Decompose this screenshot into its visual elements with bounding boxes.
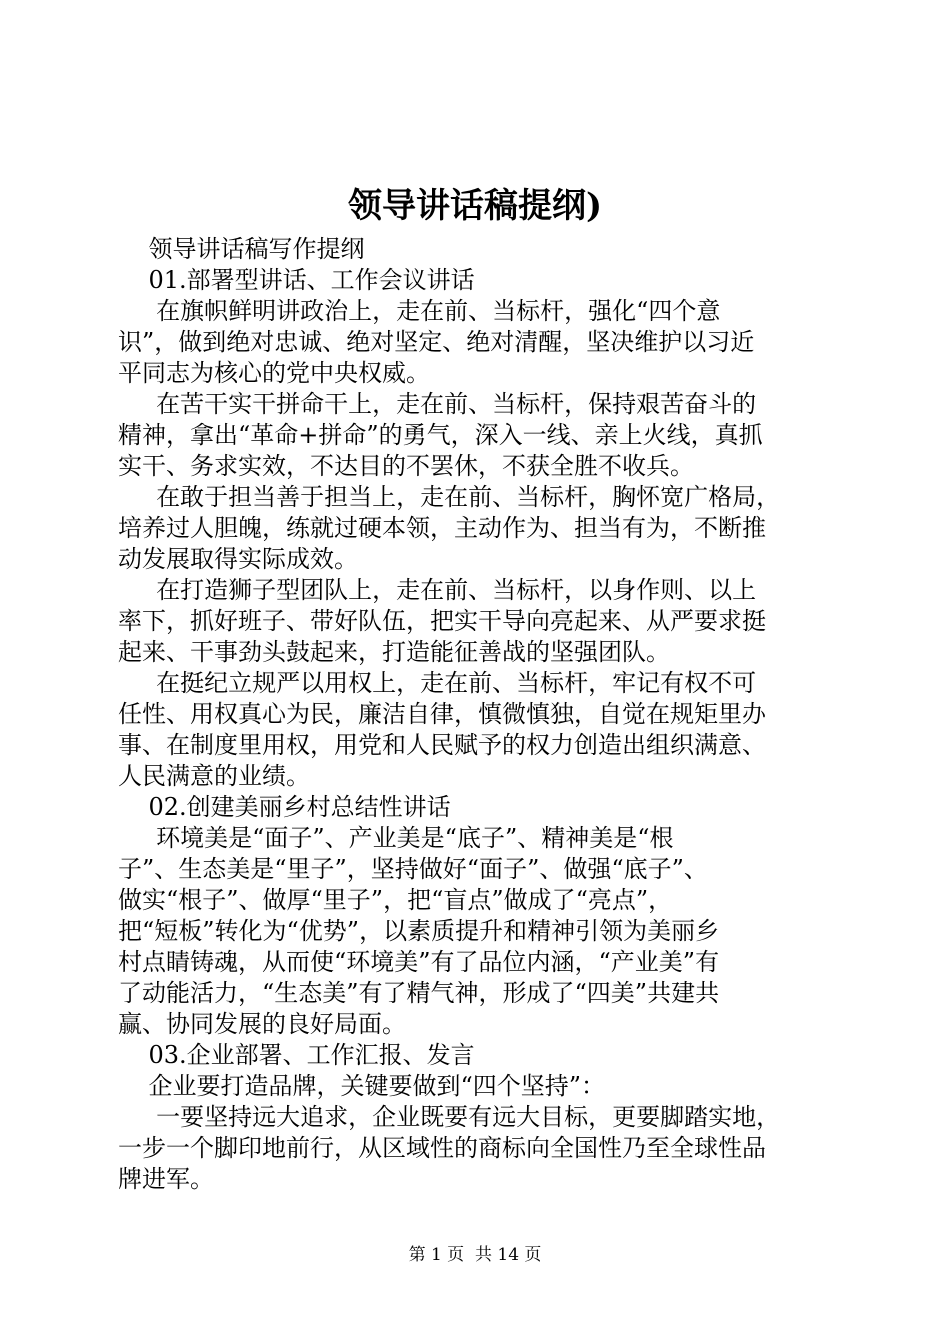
body-line: 做实“根子”、做厚“里子”，把“盲点”做成了“亮点”，	[118, 886, 673, 914]
body-line: 把“短板”转化为“优势”，以素质提升和精神引领为美丽乡	[118, 917, 720, 945]
document-title: 领导讲话稿提纲)	[347, 186, 603, 226]
body-line: 在敢于担当善于担当上，走在前、当标杆，胸怀宽广格局，	[118, 483, 781, 511]
section-heading-02: 02.创建美丽乡村总结性讲话	[118, 793, 451, 821]
body-line: 在旗帜鲜明讲政治上，走在前、当标杆，强化“四个意	[118, 297, 721, 325]
body-line: 识”，做到绝对忠诚、绝对坚定、绝对清醒，坚决维护以习近	[118, 328, 755, 356]
section-heading-01: 01.部署型讲话、工作会议讲话	[118, 266, 475, 294]
body-line: 实干、务求实效，不达目的不罢休，不获全胜不收兵。	[118, 452, 694, 480]
body-line: 在打造狮子型团队上，走在前、当标杆，以身作则、以上	[118, 576, 757, 604]
body-line: 一步一个脚印地前行，从区域性的商标向全国性乃至全球性品	[118, 1134, 766, 1162]
body-line: 企业要打造品牌，关键要做到“四个坚持”：	[118, 1072, 606, 1100]
body-line: 牌进军。	[118, 1165, 214, 1193]
body-line: 动发展取得实际成效。	[118, 545, 358, 573]
body-line: 任性、用权真心为民，廉洁自律，慎微慎独，自觉在规矩里办	[118, 700, 766, 728]
body-line: 领导讲话稿写作提纲	[118, 235, 365, 263]
body-line: 率下，抓好班子、带好队伍，把实干导向亮起来、从严要求挺	[118, 607, 766, 635]
body-line: 平同志为核心的党中央权威。	[118, 359, 430, 387]
section-heading-03: 03.企业部署、工作汇报、发言	[118, 1041, 475, 1069]
body-line: 赢、协同发展的良好局面。	[118, 1010, 406, 1038]
body-line: 村点睛铸魂，从而使“环境美”有了品位内涵，“产业美”有	[118, 948, 720, 976]
body-line: 环境美是“面子”、产业美是“底子”、精神美是“根	[118, 824, 674, 852]
body-line: 精神，拿出“革命+拼命”的勇气，深入一线、亲上火线，真抓	[118, 421, 763, 449]
body-line: 一要坚持远大追求，企业既要有远大目标，更要脚踏实地，	[118, 1103, 781, 1131]
body-line: 在挺纪立规严以用权上，走在前、当标杆，牢记有权不可	[118, 669, 757, 697]
body-line: 人民满意的业绩。	[118, 762, 310, 790]
body-line: 在苦干实干拼命干上，走在前、当标杆，保持艰苦奋斗的	[118, 390, 757, 418]
body-line: 培养过人胆魄，练就过硬本领，主动作为、担当有为，不断推	[118, 514, 766, 542]
document-body	[118, 234, 836, 1195]
body-line: 事、在制度里用权，用党和人民赋予的权力创造出组织满意、	[118, 731, 766, 759]
page-footer: 第 1 页 共 14 页	[408, 1245, 542, 1265]
body-line: 了动能活力，“生态美”有了精气神，形成了“四美”共建共	[118, 979, 720, 1007]
body-line: 起来、干事劲头鼓起来，打造能征善战的坚强团队。	[118, 638, 670, 666]
body-line: 子”、生态美是“里子”，坚持做好“面子”、做强“底子”、	[118, 855, 708, 883]
